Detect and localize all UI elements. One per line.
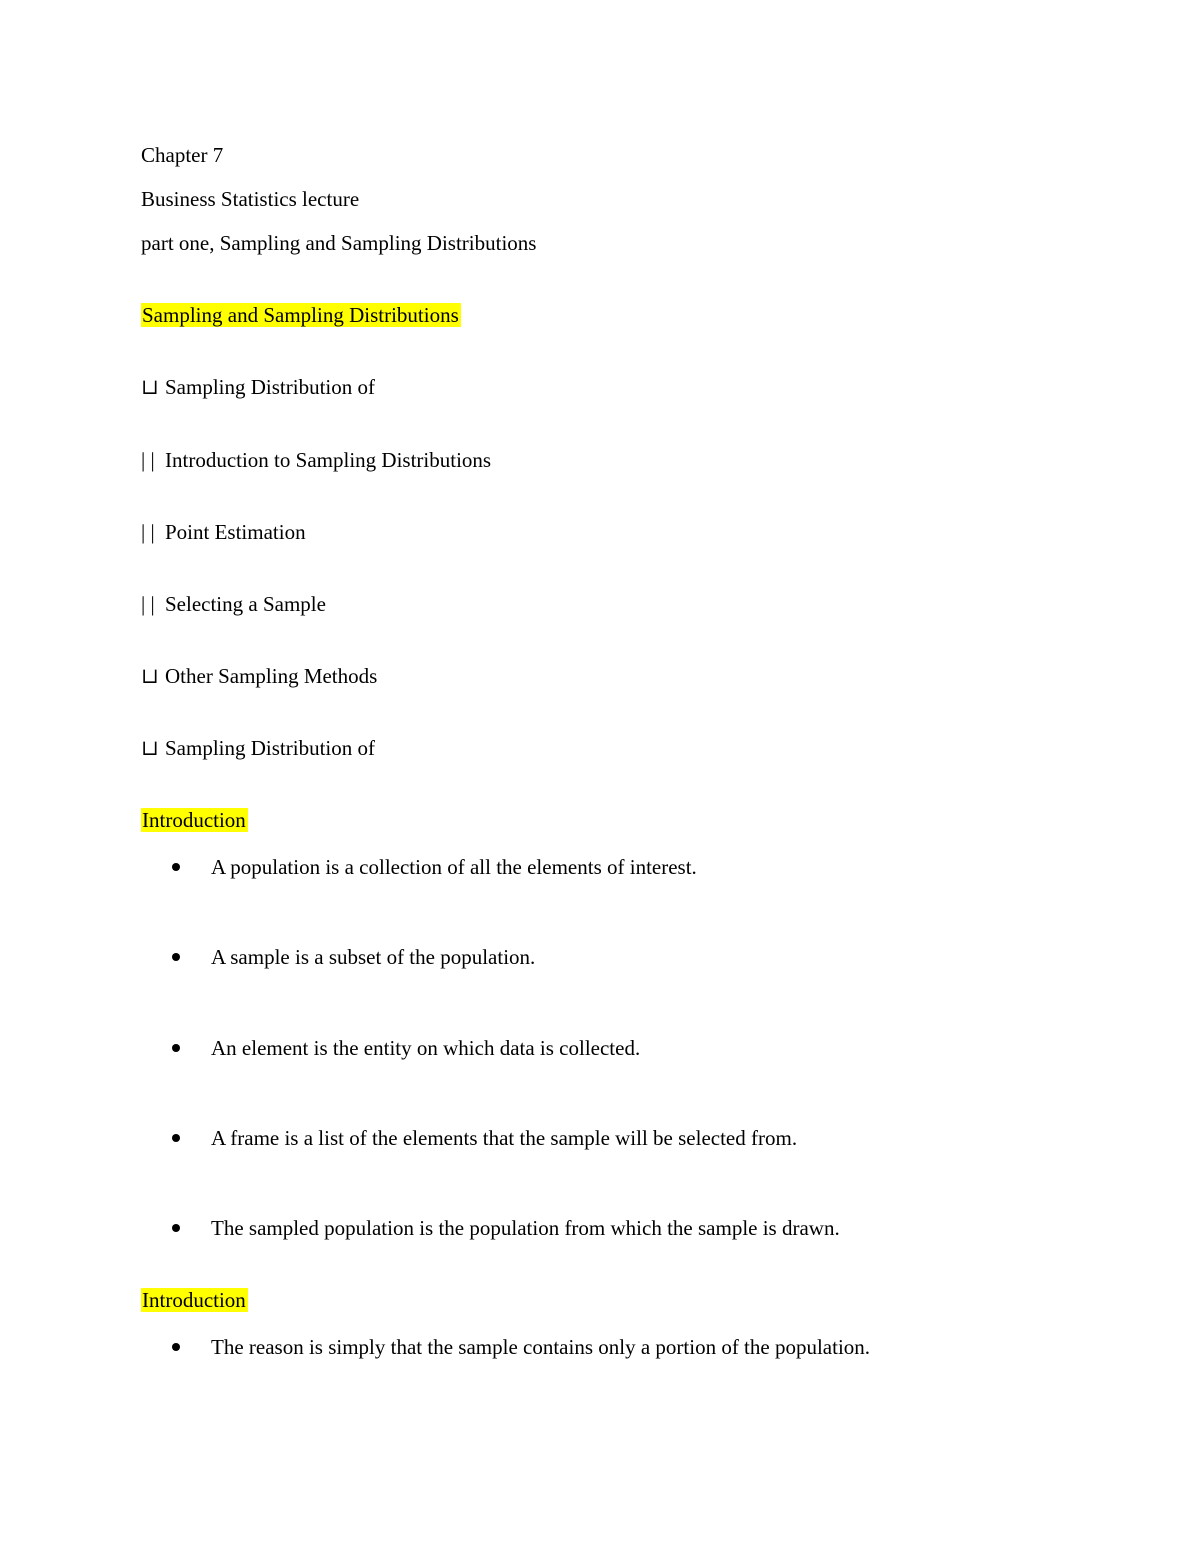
bullet-text: A sample is a subset of the population.: [211, 945, 536, 969]
outline-marker: | |: [141, 520, 155, 544]
bullet-text: An element is the entity on which data is collected.: [211, 1036, 641, 1060]
outline-item: [141, 374, 375, 400]
bullet-item: [172, 1215, 840, 1241]
outline-item: [141, 591, 326, 617]
outline-item: [141, 519, 306, 545]
part-title: part one, Sampling and Sampling Distributions: [141, 231, 537, 255]
highlighted-heading-text: Introduction: [142, 1288, 246, 1312]
bullet-item: [172, 1125, 797, 1151]
bullet-icon: [172, 1343, 180, 1351]
bullet-item: [172, 1334, 870, 1360]
bullet-item: [172, 854, 697, 880]
chapter-title: Chapter 7: [141, 143, 224, 167]
outline-marker: ⊔: [141, 664, 159, 688]
outline-item: [141, 663, 377, 689]
outline-marker: ⊔: [141, 736, 159, 760]
bullet-item: [172, 1035, 640, 1061]
bullet-icon: [172, 863, 180, 871]
outline-item: [141, 447, 491, 473]
bullet-icon: [172, 1224, 180, 1232]
bullet-text: The sampled population is the population from which the sample is drawn.: [211, 1216, 840, 1240]
bullet-text: The reason is simply that the sample contains only a portion of the population.: [211, 1335, 871, 1359]
bullet-icon: [172, 1044, 180, 1052]
highlighted-heading-text: Introduction: [142, 808, 246, 832]
bullet-icon: [172, 1134, 180, 1142]
course-title: Business Statistics lecture: [141, 187, 360, 211]
outline-item-text: Selecting a Sample: [165, 592, 326, 616]
outline-item-text: Sampling Distribution of: [165, 375, 375, 399]
bullet-icon: [172, 953, 180, 961]
section-heading-introduction: [141, 807, 248, 833]
highlighted-heading-text: Sampling and Sampling Distributions: [142, 303, 459, 327]
outline-item-text: Sampling Distribution of: [165, 736, 375, 760]
outline-marker: | |: [141, 592, 155, 616]
outline-marker: ⊔: [141, 375, 159, 399]
bullet-text: A frame is a list of the elements that the sample will be selected from.: [211, 1126, 798, 1150]
outline-item: [141, 735, 375, 761]
bullet-item: [172, 944, 535, 970]
outline-item-text: Point Estimation: [165, 520, 306, 544]
outline-item-text: Introduction to Sampling Distributions: [165, 448, 492, 472]
outline-item-text: Other Sampling Methods: [165, 664, 378, 688]
section-heading-introduction-2: [141, 1287, 248, 1313]
section-heading-sampling: [141, 302, 461, 328]
bullet-text: A population is a collection of all the elements of interest.: [211, 855, 697, 879]
outline-marker: | |: [141, 448, 155, 472]
